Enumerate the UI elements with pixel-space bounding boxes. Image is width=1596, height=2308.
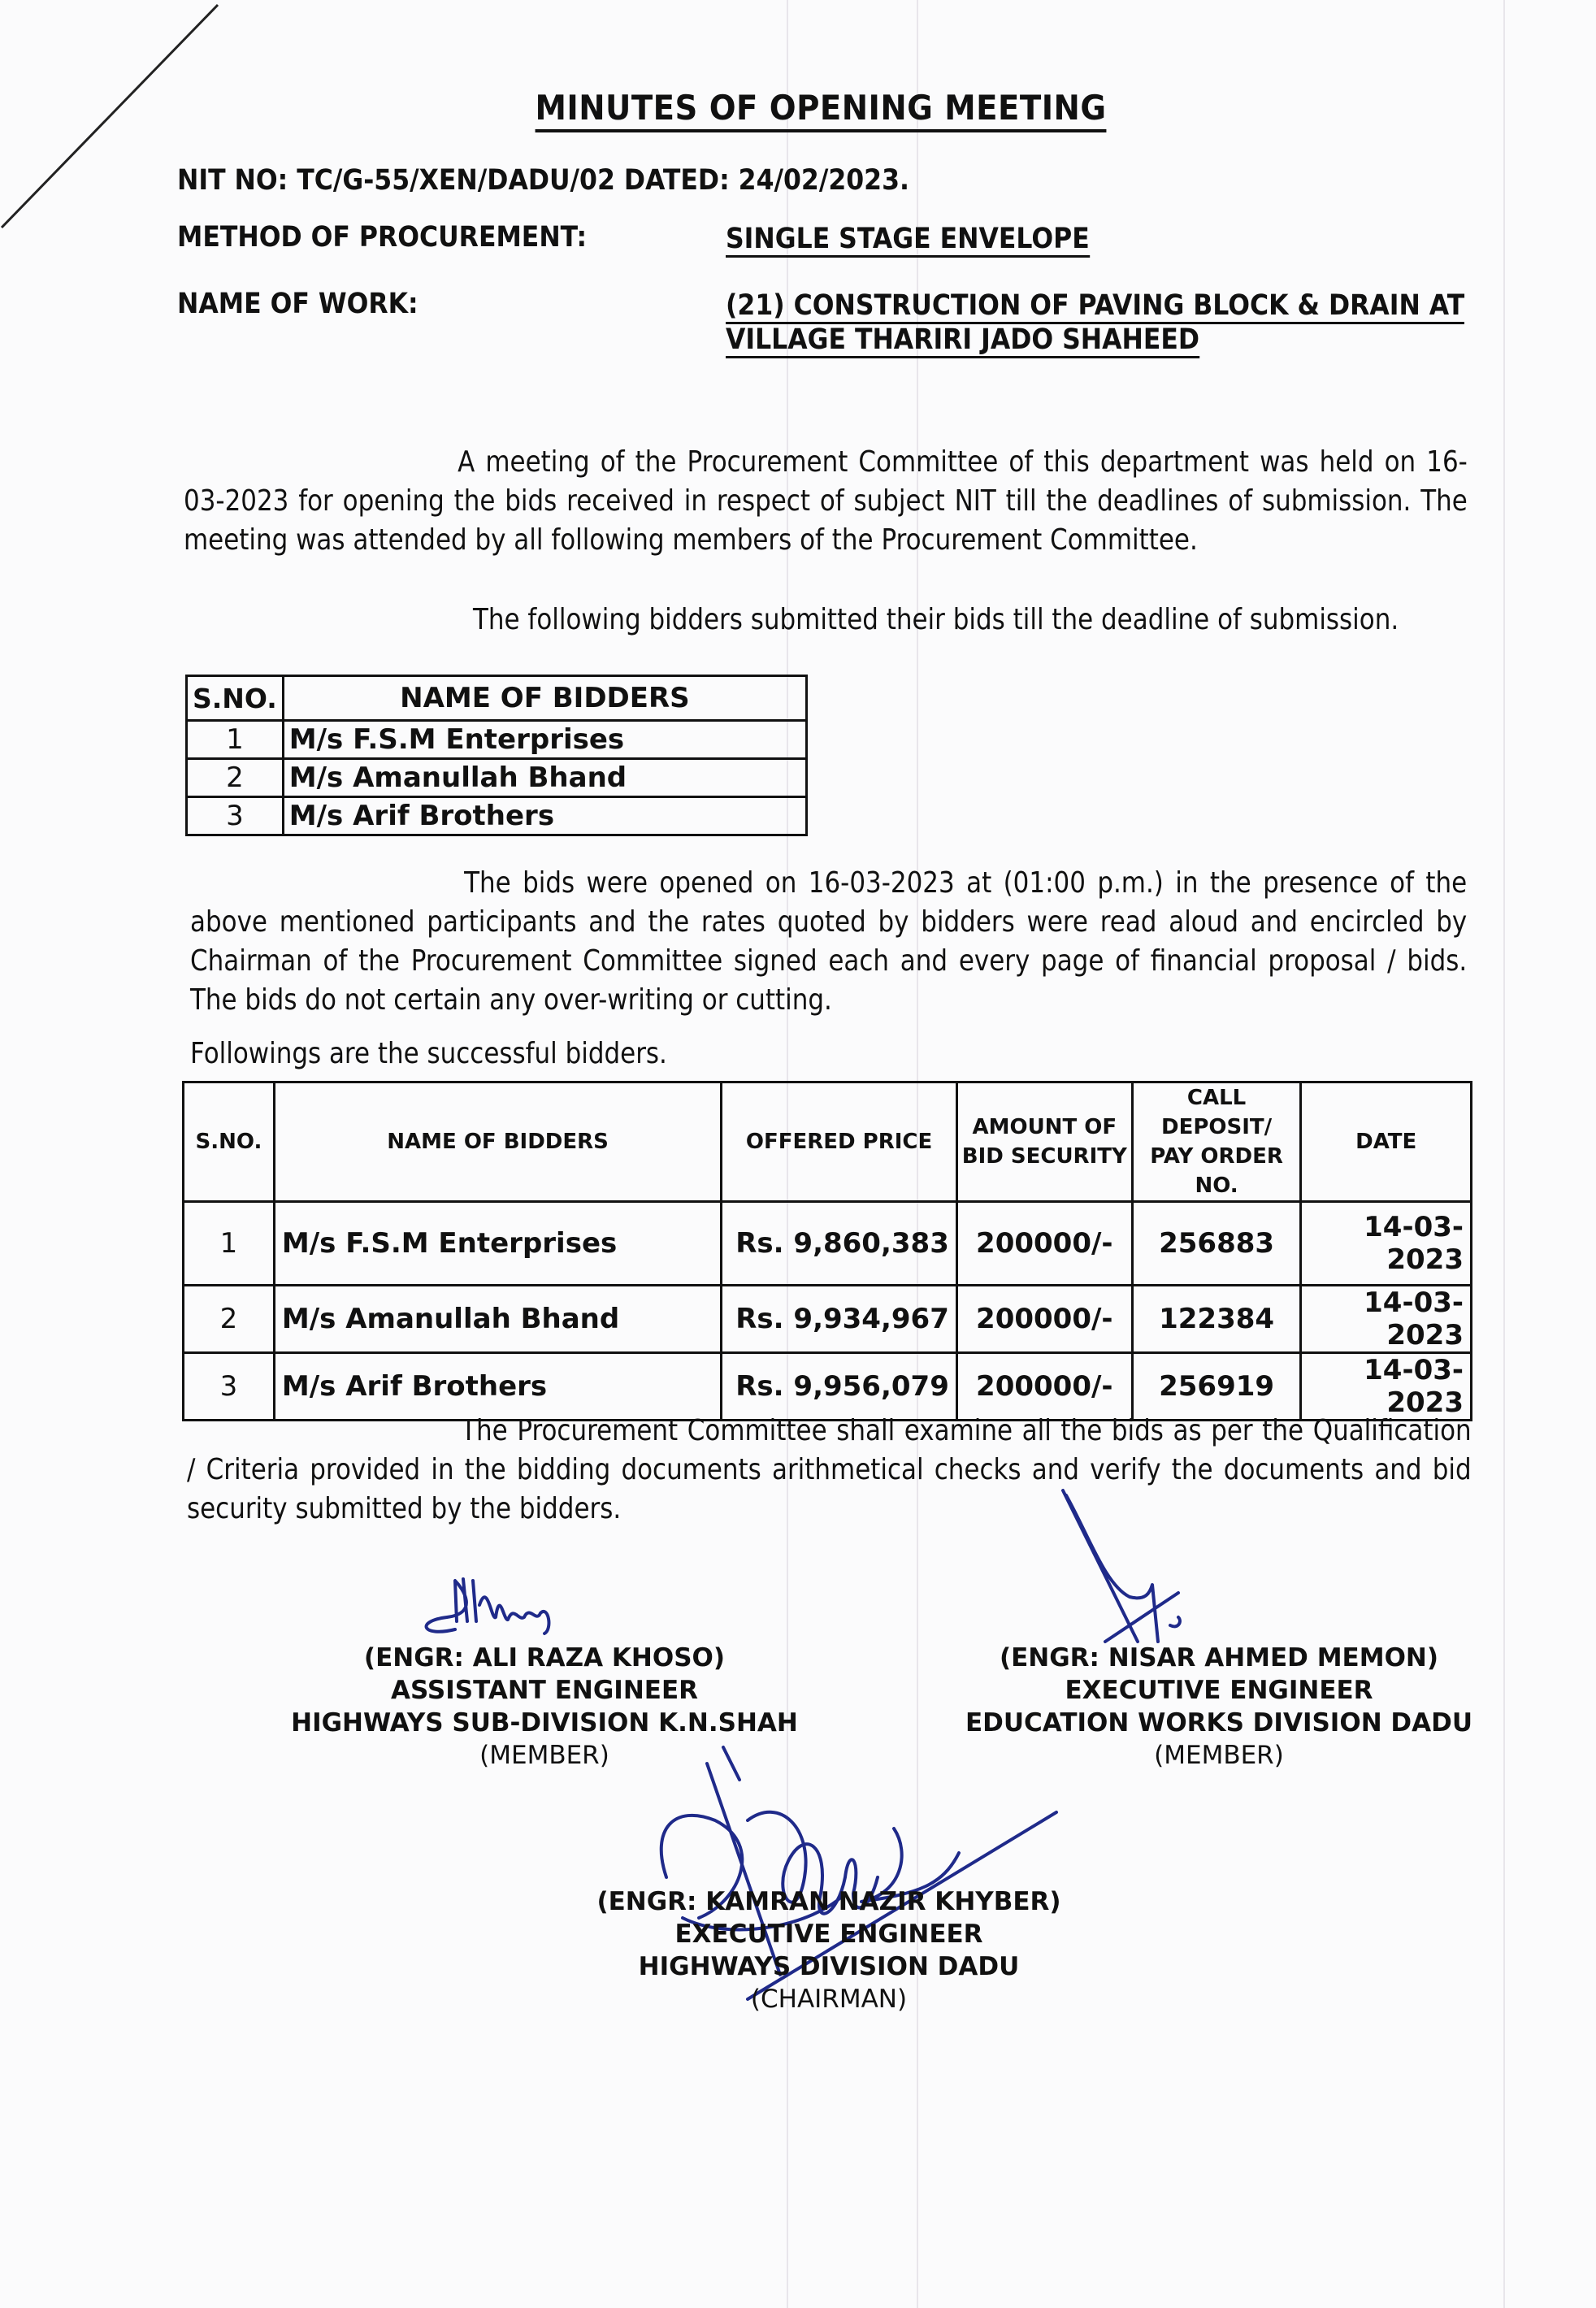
header-order xyxy=(1132,1082,1301,1202)
table-row xyxy=(184,1353,1472,1421)
header-price: OFFERED PRICE xyxy=(722,1082,957,1202)
signatory-role: (CHAIRMAN) xyxy=(750,1985,908,2014)
cell-price: Rs. 9,956,079 xyxy=(722,1353,957,1421)
signatory-3 xyxy=(569,1885,1089,2015)
cell-name: M/s Amanullah Bhand xyxy=(283,759,806,797)
cell-name: M/s F.S.M Enterprises xyxy=(283,721,806,759)
work-value-line1-text: (21) CONSTRUCTION OF PAVING BLOCK & DRAIN AT xyxy=(726,289,1464,324)
table-row xyxy=(187,759,807,797)
paragraph-opening-text: The bids were opened on 16-03-2023 at (01:00 p.m.) in the presence of the above mentioned participants and the rates quoted by bidders were read aloud and encircled by Chairman of the Procurement Committee signed each and every page of financial proposal / bids. The bids do not certain any over-writing or cutting. xyxy=(190,866,1468,1017)
successful-intro: Followings are the successful bidders. xyxy=(190,1037,667,1070)
cell-security: 200000/- xyxy=(956,1202,1132,1286)
signatory-role: (MEMBER) xyxy=(1154,1741,1284,1770)
table-header-row xyxy=(184,1082,1472,1202)
header-security-line2: BID SECURITY xyxy=(961,1144,1127,1169)
cell-name: M/s Amanullah Bhand xyxy=(274,1286,721,1353)
cell-security: 200000/- xyxy=(956,1286,1132,1353)
nit-line: NIT NO: TC/G-55/XEN/DADU/02 DATED: 24/02/2023. xyxy=(177,164,909,197)
signatory-name: (ENGR: ALI RAZA KHOSO) xyxy=(363,1643,726,1672)
work-value-line2 xyxy=(726,323,1199,356)
cell-sno: 1 xyxy=(187,721,284,759)
cell-date: 14-03-2023 xyxy=(1301,1353,1472,1421)
signatory-designation: EXECUTIVE ENGINEER xyxy=(674,1920,983,1949)
paper-fold-line xyxy=(1503,0,1505,2308)
work-value-line2-text: VILLAGE THARIRI JADO SHAHEED xyxy=(726,323,1199,358)
cell-sno: 3 xyxy=(187,797,284,835)
table-header-row xyxy=(187,676,807,721)
signatory-office: HIGHWAYS DIVISION DADU xyxy=(638,1952,1020,1981)
signatory-role: (MEMBER) xyxy=(479,1741,609,1770)
header-date: DATE xyxy=(1301,1082,1472,1202)
signatory-office: EDUCATION WORKS DIVISION DADU xyxy=(965,1708,1473,1738)
cell-name: M/s F.S.M Enterprises xyxy=(274,1202,721,1286)
cell-price: Rs. 9,934,967 xyxy=(722,1286,957,1353)
work-value-line1 xyxy=(726,289,1464,322)
cell-date: 14-03-2023 xyxy=(1301,1202,1472,1286)
paragraph-meeting xyxy=(184,443,1468,560)
cell-sno: 1 xyxy=(184,1202,275,1286)
signature-ali-raza-khoso xyxy=(406,1573,650,1646)
signature-nisar-ahmed-memon xyxy=(1056,1487,1219,1650)
cell-date: 14-03-2023 xyxy=(1301,1286,1472,1353)
header-security xyxy=(956,1082,1132,1202)
header-name: NAME OF BIDDERS xyxy=(274,1082,721,1202)
header-sno: S.NO. xyxy=(187,676,284,721)
signatory-designation: ASSISTANT ENGINEER xyxy=(391,1676,698,1705)
successful-bidders-table xyxy=(182,1081,1472,1421)
paragraph-examination xyxy=(187,1412,1472,1529)
method-value-text: SINGLE STAGE ENVELOPE xyxy=(726,223,1090,258)
table-row xyxy=(184,1286,1472,1353)
cell-order: 256883 xyxy=(1132,1202,1301,1286)
paragraph-opening xyxy=(190,864,1467,1020)
cell-name: M/s Arif Brothers xyxy=(283,797,806,835)
header-order-line2: PAY ORDER NO. xyxy=(1150,1144,1283,1198)
signatory-designation: EXECUTIVE ENGINEER xyxy=(1065,1676,1373,1705)
cell-security: 200000/- xyxy=(956,1353,1132,1421)
header-security-line1: AMOUNT OF xyxy=(972,1115,1117,1139)
cell-order: 256919 xyxy=(1132,1353,1301,1421)
paragraph-bidders-intro: The following bidders submitted their bids till the deadline of submission. xyxy=(473,603,1399,636)
method-label: METHOD OF PROCUREMENT: xyxy=(177,221,588,254)
header-name: NAME OF BIDDERS xyxy=(283,676,806,721)
cell-sno: 2 xyxy=(187,759,284,797)
method-value xyxy=(726,223,1090,255)
bidders-table xyxy=(185,675,808,836)
table-row xyxy=(184,1202,1472,1286)
cell-price: Rs. 9,860,383 xyxy=(722,1202,957,1286)
cell-sno: 2 xyxy=(184,1286,275,1353)
signatory-name: (ENGR: NISAR AHMED MEMON) xyxy=(999,1643,1439,1672)
page-title-text: MINUTES OF OPENING MEETING xyxy=(535,88,1106,132)
cell-order: 122384 xyxy=(1132,1286,1301,1353)
paragraph-meeting-text: A meeting of the Procurement Committee of this department was held on 16-03-2023 for opening the bids received in respect of subject NIT till the deadlines of submission. The meeting was attended by all following members of the Procurement Committee. xyxy=(184,445,1468,557)
cell-sno: 3 xyxy=(184,1353,275,1421)
page-title xyxy=(66,88,1576,128)
paragraph-examination-text: The Procurement Committee shall examine all the bids as per the Qualification / Criteria provided in the bidding documents arithmetical checks and verify the documents and bid security submitted by the bidders. xyxy=(187,1414,1472,1525)
table-row xyxy=(187,721,807,759)
signatory-name: (ENGR: KAMRAN NAZIR KHYBER) xyxy=(596,1887,1061,1916)
work-label: NAME OF WORK: xyxy=(177,288,419,320)
cell-name: M/s Arif Brothers xyxy=(274,1353,721,1421)
header-order-line1: CALL DEPOSIT/ xyxy=(1161,1086,1273,1139)
signatory-office: HIGHWAYS SUB-DIVISION K.N.SHAH xyxy=(291,1708,798,1738)
table-row xyxy=(187,797,807,835)
header-sno: S.NO. xyxy=(184,1082,275,1202)
